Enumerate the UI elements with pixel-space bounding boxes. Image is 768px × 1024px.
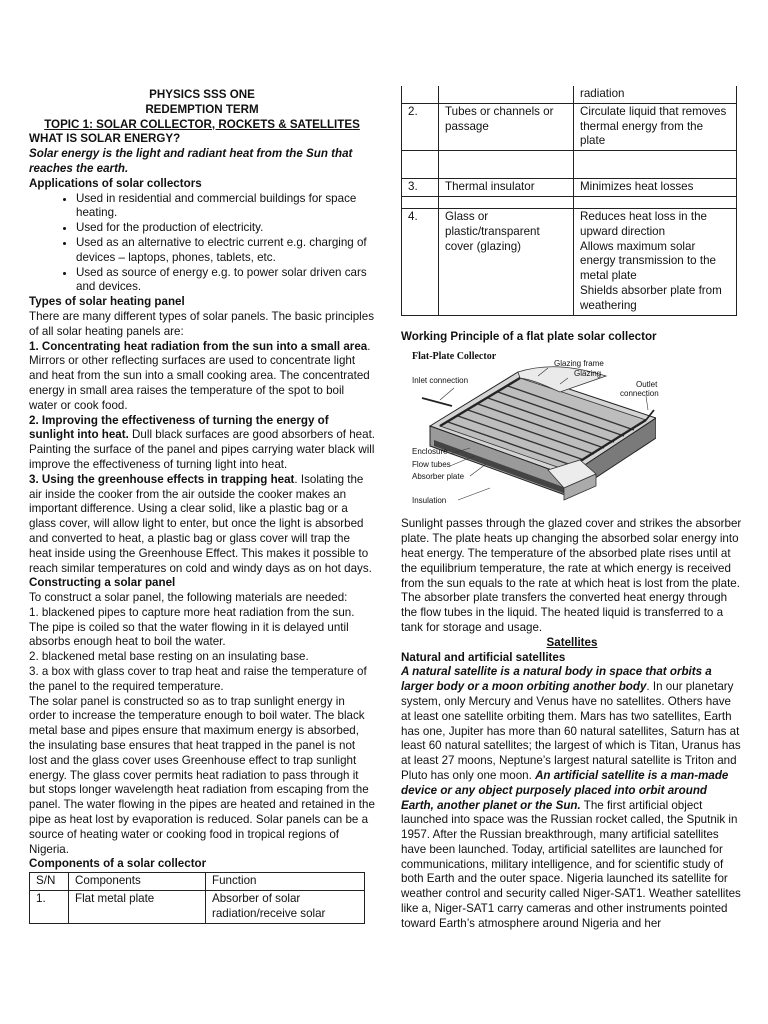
flat-plate-collector-figure <box>410 348 659 513</box>
table-row <box>30 873 365 891</box>
doc-topic: TOPIC 1: SOLAR COLLECTOR, ROCKETS & SATELLITES <box>44 117 360 131</box>
function-line: Allows maximum solar energy transmission to the metal plate <box>580 239 716 283</box>
cell-sn: 1. <box>30 891 69 924</box>
label-outlet-connection: connection <box>620 389 659 399</box>
types-heading: Types of solar heating panel <box>29 295 185 309</box>
table-row <box>402 151 737 179</box>
components-heading: Components of a solar collector <box>29 857 207 871</box>
cell-component <box>439 151 574 179</box>
principle-2-title: 2. Improving the effectiveness of turning the energy of sunlight into heat. <box>29 413 329 442</box>
table-row <box>402 179 737 197</box>
cell-function: Minimizes heat losses <box>574 179 737 197</box>
label-insulation: Insulation <box>412 496 447 506</box>
list-item: • Used in residential and commercial buildings for space heating. <box>76 192 375 222</box>
collector-diagram <box>410 348 656 513</box>
cell-sn: 4. <box>402 208 439 315</box>
applications-list <box>29 192 375 296</box>
doc-term: REDEMPTION TERM <box>145 102 259 116</box>
solar-energy-heading: WHAT IS SOLAR ENERGY? <box>29 132 181 146</box>
cell-function: Absorber of solar radiation/receive solar <box>206 891 365 924</box>
principle-1 <box>29 340 375 355</box>
principle-2 <box>29 414 375 473</box>
table-row <box>30 891 365 924</box>
principle-3-body: . Isolating the air inside the cooker from the air outside the cooker makes an important difference. Using a clear solid, like a plastic bag or a glass cover, will allow light to enter, but once the light is absorbed and converted to heat, a plastic bag or glass cover will trap the heat inside using the Greenhouse Effect. This makes it possible to reach similar temperatures on cold and windy days as on hot days. <box>29 472 372 575</box>
principle-3-title: 3. Using the greenhouse effects in trapping heat <box>29 472 295 486</box>
table-row <box>402 208 737 315</box>
satellites-subheading: Natural and artificial satellites <box>401 650 566 664</box>
principle-1-title: 1. Concentrating heat radiation from the sun into a small area <box>29 339 368 353</box>
working-heading: Working Principle of a flat plate solar collector <box>401 329 657 343</box>
constructing-heading: Constructing a solar panel <box>29 576 176 590</box>
label-flow-tubes: Flow tubes <box>412 460 451 470</box>
cell-sn <box>402 196 439 208</box>
list-item: • Used for the production of electricity. <box>76 221 375 236</box>
cell-function <box>574 151 737 179</box>
function-line: Shields absorber plate from weathering <box>580 283 722 312</box>
cell-component: Tubes or channels or passage <box>439 103 574 150</box>
types-intro: There are many different types of solar panels. The basic principles of all solar heating panels are: <box>29 309 374 338</box>
cell-function: Circulate liquid that removes thermal energy from the plate <box>574 103 737 150</box>
label-glazing-frame: Glazing frame <box>554 359 604 369</box>
principle-3 <box>29 473 375 577</box>
cell-sn <box>402 86 439 103</box>
satellites-text-2: The first artificial object launched into space was the Russian rocket called, the Sputnik in 1957. After the Russian breakthrough, many artificial satellites have been launched. Today, artificial satellites are launched for communications, military intelligence, and for scientific study of both Earth and the outer space. Nigeria launched its satellite for weather control and security called Niger-SAT1. Weather satellites like a, Niger-SAT1 carry cameras and other instruments pointed toward Earth’s atmosphere around Nigeria and her <box>401 798 741 930</box>
artificial-satellite-definition: An artificial satellite is a man-made device or any object purposely placed into orbit around Earth, another planet or the Sun. <box>401 768 729 812</box>
label-outlet: Outlet <box>636 380 658 390</box>
cell-sn: 2. <box>402 103 439 150</box>
left-column <box>29 88 375 924</box>
components-table <box>29 872 365 923</box>
cell-function <box>574 208 737 315</box>
material-1: 1. blackened pipes to capture more heat radiation from the sun. The pipe is coiled so that the water flowing in it is delayed until absorbs enough heat to boil the water. <box>29 605 355 649</box>
list-item: • Used as an alternative to electric current e.g. charging of devices – laptops, phones, tablets, etc. <box>76 236 375 266</box>
satellites-text-1: . In our planetary system, only Mercury and Venus have no satellites. Others have at least one satellite orbiting them. Mars has two satellites, Earth has one, Jupiter has more than 60 natural satellites, Saturn has at least 60 natural satellites; the largest of which is Titan, Uranus has at least 27 moons, Neptune’s largest natural satellite is Triton and Pluto has only one moon. <box>401 680 741 782</box>
cell-component: Glass or plastic/transparent cover (glazing) <box>439 208 574 315</box>
constructing-body: The solar panel is constructed so as to trap sunlight energy in order to increase the temperature enough to boil water. The black metal base and pipes ensure that maximum energy is absorbed, the insulating base ensures that heat trapped in the panel is not lost and the glass cover uses Greenhouse effect to trap sunlight energy. The glass cover permits heat radiation to pass through it but stops longer wavelength heat radiation from escaping from the panel. The water flowing in the pipes are heated and retained in the pipe as heat lost by evaporation is reduced. Solar panels can be a source of heating water or cooking food in tropical regions of Nigeria. <box>29 694 375 856</box>
principle-2-body: Dull black surfaces are good absorbers of heat. Painting the surface of the panel and pipes carrying water black will improve the effectiveness of turning light into heat. <box>29 428 376 471</box>
header-sn: S/N <box>30 873 69 891</box>
cell-function <box>574 196 737 208</box>
constructing-intro: To construct a solar panel, the following materials are needed: <box>29 591 348 605</box>
applications-heading: Applications of solar collectors <box>29 176 202 190</box>
label-inlet: Inlet connection <box>412 376 469 386</box>
natural-satellite-definition: A natural satellite is a natural body in space that orbits a larger body or a moon orbiting another body <box>401 665 712 694</box>
figure-title: Flat-Plate Collector <box>412 351 497 363</box>
cell-component: Thermal insulator <box>439 179 574 197</box>
list-item: • Used as source of energy e.g. to power solar driven cars and devices. <box>76 266 375 296</box>
table-row <box>402 86 737 103</box>
cell-sn: 3. <box>402 179 439 197</box>
material-3: 3. a box with glass cover to trap heat and raise the temperature of the panel to the required temperature. <box>29 665 367 693</box>
satellites-body <box>401 665 743 931</box>
label-absorber: Absorber plate <box>412 472 465 482</box>
cell-function: radiation <box>574 86 737 103</box>
principle-1-body: Mirrors or other reflecting surfaces are used to concentrate light and heat from the sun into a small cooking area. The concentrated energy in small area raises the temperature of the spot to boil water or cook food. <box>29 354 370 412</box>
satellites-heading: Satellites <box>546 635 598 649</box>
right-column <box>401 86 743 932</box>
label-glazing: Glazing <box>574 369 602 379</box>
solar-energy-definition: Solar energy is the light and radiant heat from the Sun that reaches the earth. <box>29 147 353 175</box>
cell-component <box>439 196 574 208</box>
function-line: Reduces heat loss in the upward direction <box>580 209 707 238</box>
table-row <box>402 103 737 150</box>
table-row <box>402 196 737 208</box>
header-function: Function <box>206 873 365 891</box>
doc-subject: PHYSICS SSS ONE <box>149 88 255 101</box>
components-table-continued <box>401 86 737 316</box>
material-2: 2. blackened metal base resting on an insulating base. <box>29 650 309 664</box>
label-enclosure: Enclosure <box>412 447 448 457</box>
cell-component: Flat metal plate <box>69 891 206 924</box>
principle-1-period: . <box>367 339 371 353</box>
cell-component <box>439 86 574 103</box>
header-components: Components <box>69 873 206 891</box>
working-body: Sunlight passes through the glazed cover and strikes the absorber plate. The plate heats up changing the absorbed solar energy into heat energy. The temperature of the absorbed plate rises until at the equilibrium temperature, the rate at which energy is received from the sun equals to the rate at which heat is lost from the plate. The absorber plate transfers the converted heat energy through the flow tubes in the liquid. The heated liquid is transferred to a tank for storage and usage. <box>401 517 742 634</box>
cell-sn <box>402 151 439 179</box>
